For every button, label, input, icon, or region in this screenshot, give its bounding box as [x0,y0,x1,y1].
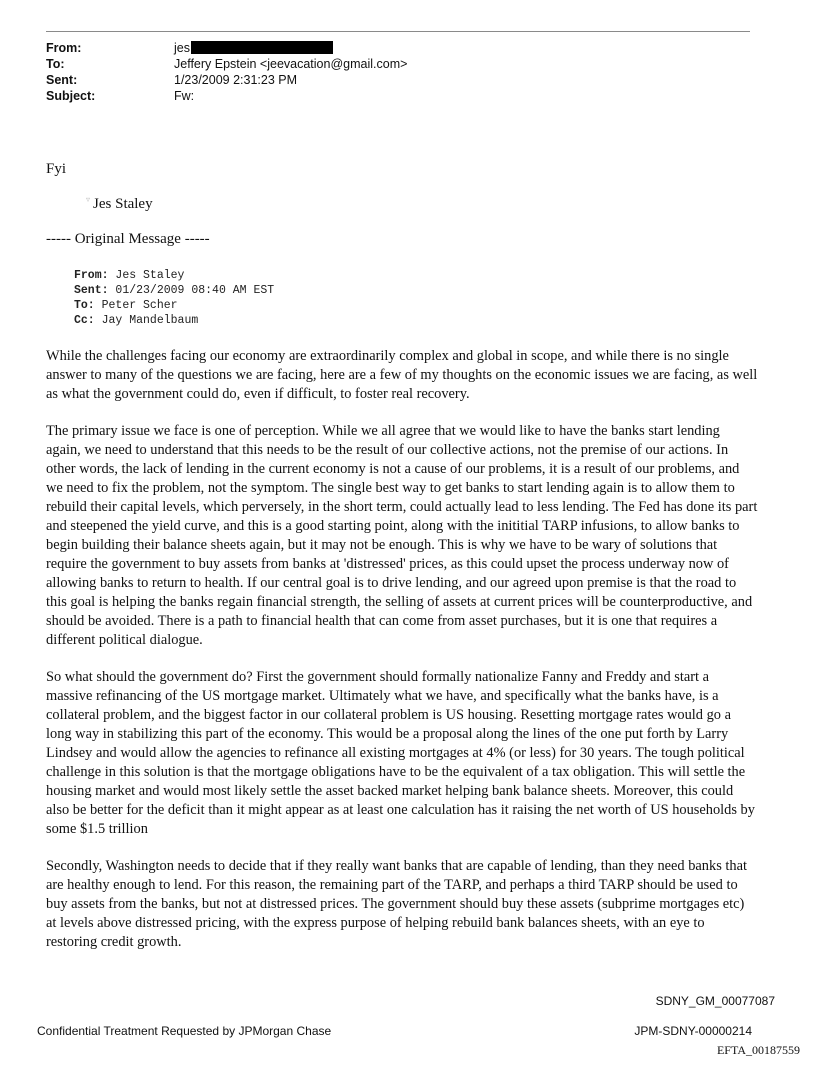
body-paragraph: Secondly, Washington needs to decide that if they really want banks that are capable of lending, than they need banks that are healthy enough to lend. For this reason, the remaining part of the TARP, and perhaps a third TARP should be used to buy assets from the banks, but not at distressed prices. The government should buy these assets (subprime mortgages etc) at levels above distressed pricing, with the express purpose of helping rebuild bank balances sheets, with an eye to restoring credit growth. [46,858,747,950]
subject-row [46,88,407,104]
forwarded-header [74,268,274,328]
email-body [46,347,758,970]
body-paragraph: So what should the government do? First the government should formally nationalize Fanny and Freddy and start a massive refinancing of the US mortgage market. Ultimately what we have, and specifically what the banks have, is a collateral problem, and the biggest factor in our collateral problem is US housing. Resetting mortgage rates would go a long way in stabilizing this part of the economy. This would be a proposal along the lines of the one put forth by Larry Lindsey and would allow the agencies to refinance all existing mortgages at 4% (or less) for 30 years. The tough political challenge in this solution is that the mortgage obligations have to be the equivalent of a tax obligation. This will settle the housing market and would most likely settle the asset backed market helping bank balance sheets. Moreover, this could also be better for the deficit than it might appear as at least one calculation has it raising the net worth of US households by some $1.5 trillion [46,669,755,837]
fwd-from-row [74,268,274,283]
sent-value: 1/23/2009 2:31:23 PM [174,73,298,87]
fwd-to-row [74,298,274,313]
fwd-sent-row [74,283,274,298]
fyi-text: Fyi [46,161,67,177]
body-paragraph: While the challenges facing our economy are extraordinarily complex and global in scope, and while there is no single answer to many of the questions we are facing, here are a few of my thoughts on the economic issues we are facing, as well as what the government could do, even if difficult, to foster real recovery. [46,348,758,402]
original-message-divider: ----- Original Message ----- [46,231,210,247]
from-value: jes [174,40,333,56]
to-row [46,56,407,72]
from-label: From: [46,41,82,55]
sent-row [46,72,407,88]
subject-label: Subject: [46,89,96,103]
jpm-number: JPM-SDNY-00000214 [634,1024,752,1038]
header-divider [46,31,750,32]
fwd-cc-row [74,313,274,328]
fwd-sent-value: 01/23/2009 08:40 AM EST [115,284,275,297]
efta-number: EFTA_00187559 [716,1043,800,1057]
fwd-cc-label: Cc: [74,314,95,327]
to-label: To: [46,57,65,71]
fwd-from-label: From: [74,269,109,282]
signature-name: Jes Staley [93,196,153,212]
fwd-from-value: Jes Staley [115,269,185,282]
body-paragraph: The primary issue we face is one of perception. While we all agree that we would like to have the banks start lending again, we need to understand that this needs to be the result of our collective actions, not the premise of our actions. In other words, the lack of lending in the current economy is not a cause of our problems, it is a result of our problems, and we need to fix the problem, not the symptom. The single best way to get banks to start lending again is to allow them to rebuild their capital levels, which perversely, in the short term, could actually lead to less lending. The Fed has done its part and steepened the yield curve, and this is a good starting point, along with the inititial TARP infusions, to allow banks to begin building their balance sheets again, but it may not be enough. This is why we have to be wary of solutions that require the government to buy assets from banks at 'distressed' prices, as this could upset the process underway now of allowing banks to return to health. If our central goal is to drive lending, and our agreed upon premise is that the road to this goal is helping the banks regain financial strength, the selling of assets at current prices will be counterproductive, and should be avoided. There is a path to financial health that can come from asset purchases, but it is one that requires a different political dialogue. [46,423,758,648]
from-row [46,40,407,56]
confidential-notice: Confidential Treatment Requested by JPMorgan Chase [37,1024,332,1038]
signature [86,196,153,213]
bates-number: SDNY_GM_00077087 [655,994,775,1008]
to-value: Jeffery Epstein <jeevacation@gmail.com> [174,57,408,71]
email-header [46,40,407,104]
sent-label: Sent: [46,73,78,87]
fwd-to-value: Peter Scher [101,299,178,312]
fwd-sent-label: Sent: [74,284,109,297]
redaction-bar [191,41,333,54]
fwd-cc-value: Jay Mandelbaum [101,314,199,327]
subject-value: Fw: [174,89,195,103]
small-chevron-icon: ▿ [86,195,91,204]
fwd-to-label: To: [74,299,95,312]
